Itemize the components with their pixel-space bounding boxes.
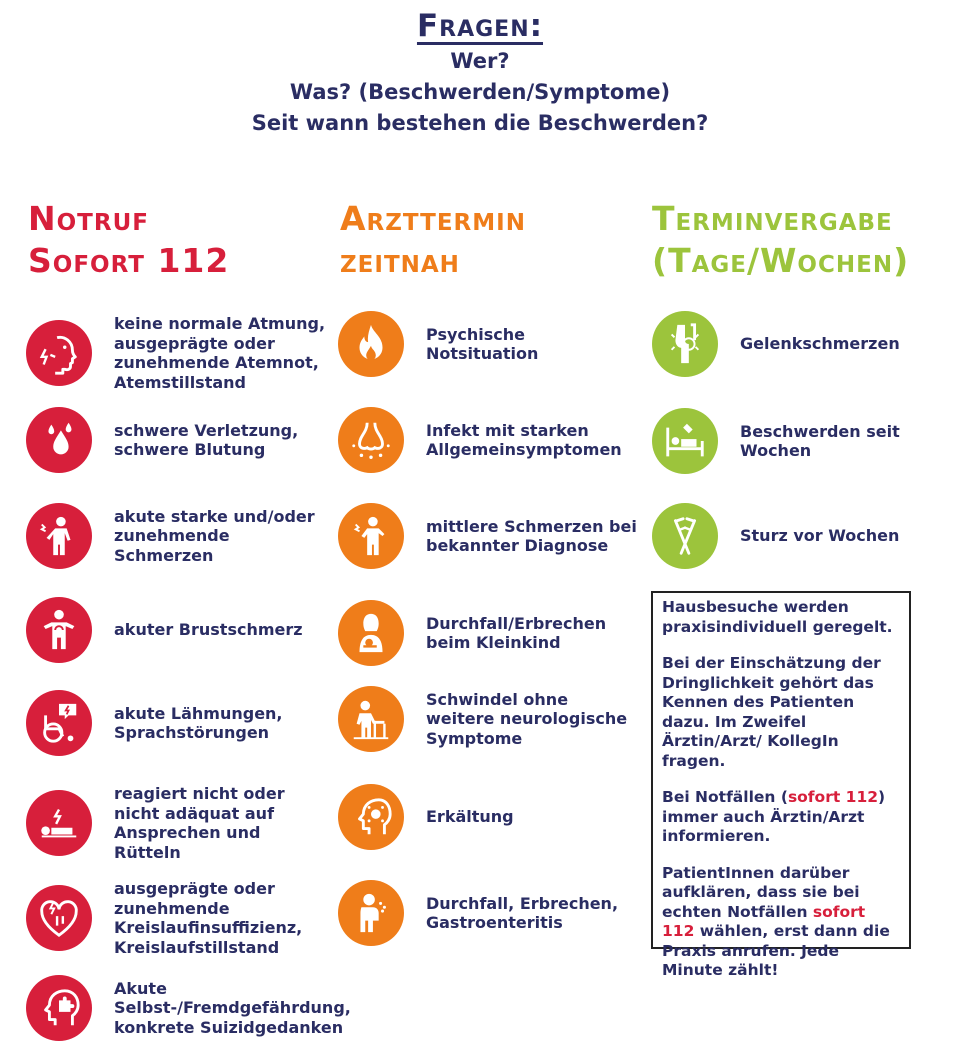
head-virus-icon — [338, 784, 404, 850]
list-item: reagiert nicht oder nicht adäquat auf Ansprechen und Rütteln — [26, 784, 331, 862]
person-table-icon — [338, 686, 404, 752]
person-vomit-icon — [338, 880, 404, 946]
list-item: mittlere Schmerzen bei bekannter Diagnose — [338, 503, 648, 569]
person-pain-icon — [338, 503, 404, 569]
list-item: akute starke und/oder zunehmende Schmerzen — [26, 503, 326, 569]
list-item: Erkältung — [338, 784, 638, 850]
list-item: Durchfall/Erbrechen beim Kleinkind — [338, 600, 638, 666]
info-emergencies: Bei Notfällen (sofort 112) immer auch Ärztin/Arzt informieren. — [662, 788, 886, 845]
head-puzzle-icon — [26, 975, 92, 1041]
flame-icon — [338, 311, 404, 377]
list-item: Beschwerden seit Wochen — [652, 408, 912, 474]
face-breathing-icon — [26, 320, 92, 386]
heart-icon — [26, 885, 92, 951]
page-title: Fragen: — [416, 8, 544, 44]
info-home-visits: Hausbesuche werden praxisindividuell geregelt. — [662, 598, 893, 636]
mother-child-icon — [338, 600, 404, 666]
list-item: akuter Brustschmerz — [26, 597, 326, 663]
header — [0, 6, 960, 139]
info-patients: PatientInnen darüber aufklären, dass sie bei echten Notfällen sofort 112 wählen, erst dann die Praxis anrufen. Jede Minute zählt! — [662, 863, 890, 979]
nose-sneeze-icon — [338, 407, 404, 473]
list-item: keine normale Atmung, ausgeprägte oder zunehmende Atemnot, Atemstillstand — [26, 314, 326, 392]
list-item: Infekt mit starken Allgemeinsymptomen — [338, 407, 638, 473]
list-item: Schwindel ohne weitere neurologische Symptome — [338, 686, 638, 752]
question-who: Wer? — [450, 49, 510, 73]
knee-joint-icon — [652, 311, 718, 377]
list-item: Sturz vor Wochen — [652, 503, 912, 569]
bed-patient-icon — [652, 408, 718, 474]
column-title-terminvergabe: Terminvergabe (Tage/Wochen) — [652, 199, 910, 280]
wheelchair-speech-icon — [26, 690, 92, 756]
list-item: ausgeprägte oder zunehmende Kreislaufinsuffizienz, Kreislaufstillstand — [26, 879, 326, 957]
list-item: Psychische Notsituation — [338, 311, 638, 377]
person-pain-icon — [26, 503, 92, 569]
list-item: schwere Verletzung, schwere Blutung — [26, 407, 326, 473]
list-item: akute Lähmungen, Sprachstörungen — [26, 690, 326, 756]
list-item: Gelenkschmerzen — [652, 311, 912, 377]
info-urgency: Bei der Einschätzung der Dringlichkeit gehört das Kennen des Patienten dazu. Im Zweifel Ärztin/Arzt/ KollegIn fragen. — [662, 654, 881, 770]
blood-drops-icon — [26, 407, 92, 473]
question-since-when: Seit wann bestehen die Beschwerden? — [251, 111, 709, 135]
column-title-arzttermin: Arzttermin zeitnah — [340, 199, 526, 280]
column-title-notruf: Notruf Sofort 112 — [28, 199, 230, 280]
person-lying-icon — [26, 790, 92, 856]
info-box — [651, 591, 911, 979]
list-item: Durchfall, Erbrechen, Gastroenteritis — [338, 880, 638, 946]
crutches-icon — [652, 503, 718, 569]
chest-pain-icon — [26, 597, 92, 663]
list-item: Akute Selbst-/Fremdgefährdung, konkrete Suizidgedanken — [26, 975, 326, 1041]
question-what: Was? (Beschwerden/Symptome) — [289, 80, 671, 104]
